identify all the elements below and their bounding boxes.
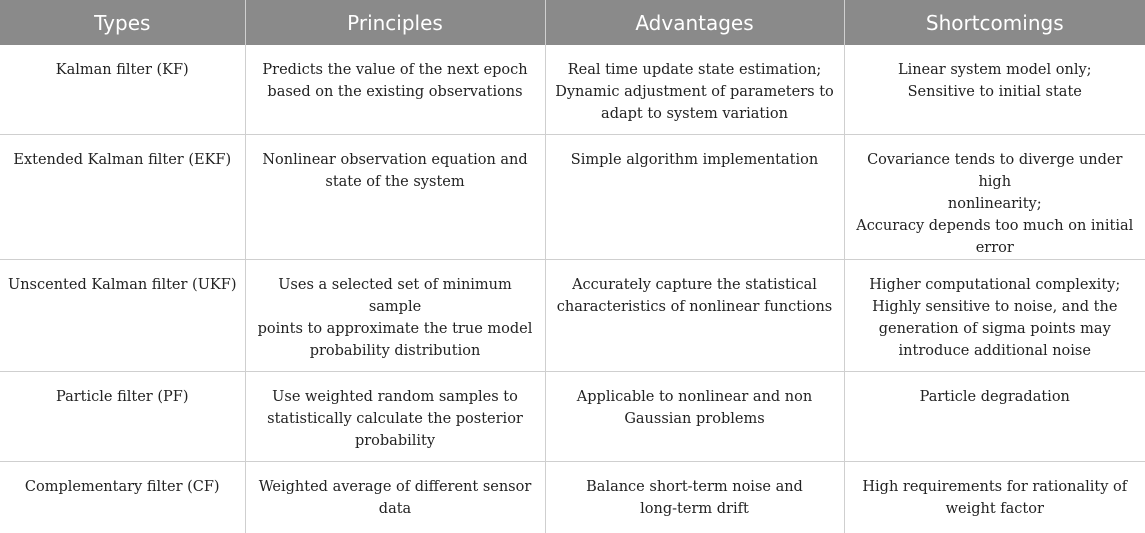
header-shortcomings: Shortcomings <box>844 0 1145 45</box>
header-row <box>0 0 1145 45</box>
cell-line: generation of sigma points may <box>853 318 1138 340</box>
cell-shortcomings <box>844 45 1145 135</box>
table-row <box>0 372 1145 462</box>
cell-line: long-term drift <box>554 498 836 520</box>
cell-type <box>0 260 245 372</box>
cell-principles <box>245 462 545 533</box>
table-row <box>0 260 1145 372</box>
cell-type <box>0 45 245 135</box>
cell-advantages <box>545 135 844 260</box>
cell-line: Simple algorithm implementation <box>554 149 836 171</box>
header-advantages: Advantages <box>545 0 844 45</box>
cell-line: characteristics of nonlinear functions <box>554 296 836 318</box>
cell-line: points to approximate the true model <box>254 318 537 340</box>
cell-type <box>0 372 245 462</box>
cell-shortcomings <box>844 372 1145 462</box>
table-row <box>0 135 1145 260</box>
cell-line: probability <box>254 430 537 452</box>
cell-line: Gaussian problems <box>554 408 836 430</box>
cell-shortcomings <box>844 260 1145 372</box>
table-row <box>0 462 1145 533</box>
cell-line: state of the system <box>254 171 537 193</box>
cell-line: Kalman filter (KF) <box>8 59 237 81</box>
cell-line: Higher computational complexity; <box>853 274 1138 296</box>
cell-line: error <box>853 237 1138 259</box>
cell-line: Accuracy depends too much on initial <box>853 215 1138 237</box>
cell-line: introduce additional noise <box>853 340 1138 362</box>
cell-line: Linear system model only; <box>853 59 1138 81</box>
cell-line: Particle filter (PF) <box>8 386 237 408</box>
cell-line: Sensitive to initial state <box>853 81 1138 103</box>
cell-line: Complementary filter (CF) <box>8 476 237 498</box>
cell-type <box>0 462 245 533</box>
cell-line: Balance short-term noise and <box>554 476 836 498</box>
cell-line: Uses a selected set of minimum sample <box>254 274 537 318</box>
cell-principles <box>245 45 545 135</box>
cell-line: Covariance tends to diverge under high <box>853 149 1138 193</box>
cell-line: Unscented Kalman filter (UKF) <box>8 274 237 296</box>
cell-line: Use weighted random samples to <box>254 386 537 408</box>
cell-line: Real time update state estimation; <box>554 59 836 81</box>
header-principles: Principles <box>245 0 545 45</box>
cell-advantages <box>545 45 844 135</box>
cell-line: High requirements for rationality of <box>853 476 1138 498</box>
cell-line: Highly sensitive to noise, and the <box>853 296 1138 318</box>
cell-advantages <box>545 372 844 462</box>
cell-line: adapt to system variation <box>554 103 836 125</box>
cell-principles <box>245 260 545 372</box>
cell-line: based on the existing observations <box>254 81 537 103</box>
cell-line: data <box>254 498 537 520</box>
cell-line: Accurately capture the statistical <box>554 274 836 296</box>
header-types: Types <box>0 0 245 45</box>
cell-advantages <box>545 260 844 372</box>
cell-line: nonlinearity; <box>853 193 1138 215</box>
cell-line: Dynamic adjustment of parameters to <box>554 81 836 103</box>
cell-line: probability distribution <box>254 340 537 362</box>
cell-line: Applicable to nonlinear and non <box>554 386 836 408</box>
cell-shortcomings <box>844 462 1145 533</box>
cell-shortcomings <box>844 135 1145 260</box>
cell-line: weight factor <box>853 498 1138 520</box>
cell-type <box>0 135 245 260</box>
cell-line: Nonlinear observation equation and <box>254 149 537 171</box>
cell-line: Weighted average of different sensor <box>254 476 537 498</box>
cell-principles <box>245 135 545 260</box>
cell-line: Predicts the value of the next epoch <box>254 59 537 81</box>
table-row <box>0 45 1145 135</box>
cell-line: statistically calculate the posterior <box>254 408 537 430</box>
cell-principles <box>245 372 545 462</box>
cell-advantages <box>545 462 844 533</box>
cell-line: Extended Kalman filter (EKF) <box>8 149 237 171</box>
cell-line: Particle degradation <box>853 386 1138 408</box>
